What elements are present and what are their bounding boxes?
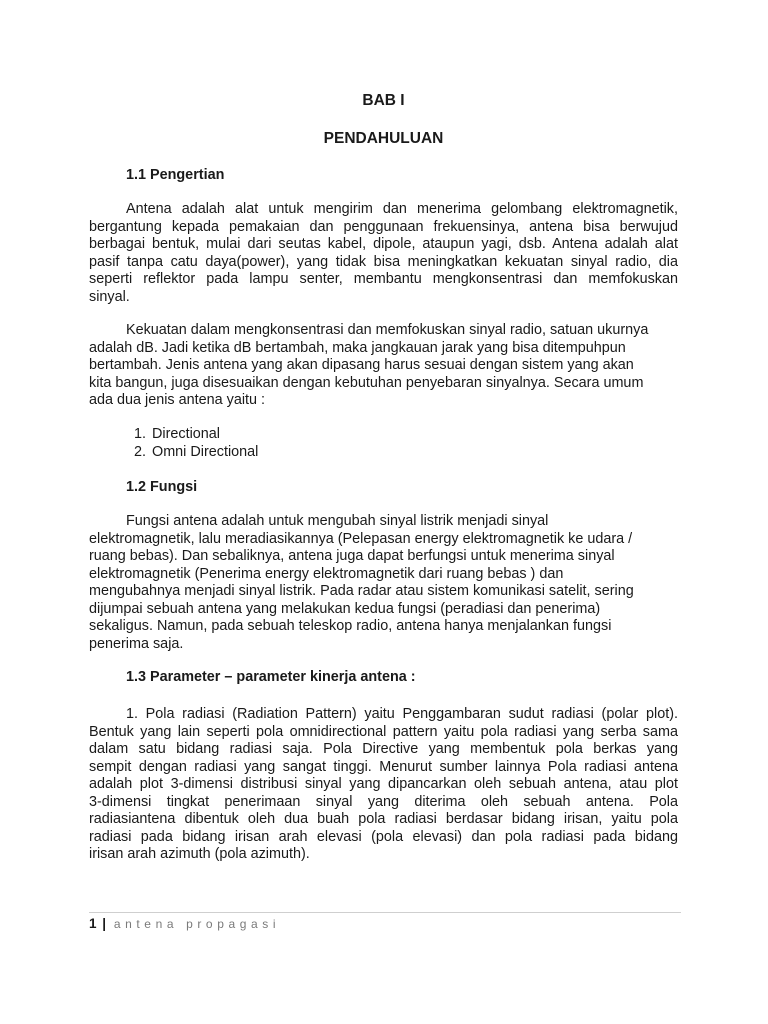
text-line: irisan arah azimuth (pola azimuth). (89, 846, 310, 862)
text-line: Fungsi antena adalah untuk mengubah sinyal listrik menjadi sinyal (126, 513, 549, 529)
text-line: berbagai bentuk, mulai dari seutas kabel, dipole, ataupun yagi, dsb. Antena adalah alat (89, 236, 678, 252)
text-line: mengubahnya menjadi sinyal listrik. Pada radar atau sistem komunikasi satelit, sering (89, 583, 634, 599)
paragraph-1-2 (89, 513, 678, 653)
paragraph-1-1-b (89, 322, 678, 410)
text-line: dijumpai sebuah antena yang melakukan kedua fungsi (peradiasi dan penerima) (89, 600, 601, 617)
text-line: pasif tanpa catu daya(power), yang tidak bisa meningkatkan kekuatan sinyal radio, dia (89, 253, 678, 270)
chapter-title: PENDAHULUAN (323, 130, 444, 147)
section-heading-1-1: 1.1 Pengertian (126, 167, 225, 183)
text-line: adalah plot 3-dimensi distribusi sinyal yang dipancarkan oleh sebuah antena, atau plot (89, 776, 678, 792)
list-item (89, 426, 258, 444)
paragraph-1-1-a (89, 201, 678, 306)
footer-separator: | (102, 916, 107, 931)
paragraph-1-3 (89, 706, 678, 864)
text-line: bergantung kepada pemakaian dan penggunaan frekuensinya, antena bisa berwujud (89, 218, 678, 235)
text-line: sempit dengan radiasi yang sangat tinggi. Menurut sumber lainnya Pola radiasi antena (89, 758, 678, 775)
text-line: adalah dB. Jadi ketika dB bertambah, maka jangkauan jarak yang bisa ditempuhpun (89, 339, 626, 356)
list-text: Omni Directional (152, 443, 259, 460)
text-line: radiasi pada bidang irisan arah elevasi (pola elevasi) dan pola radiasi pada bidang (89, 828, 678, 845)
text-line: elektromagnetik, lalu meradiasikannya (Pelepasan energy elektromagnetik ke udara / (89, 530, 633, 547)
footer-divider (89, 912, 681, 913)
page-footer (89, 915, 280, 934)
section-heading-1-3: 1.3 Parameter – parameter kinerja antena : (126, 669, 416, 685)
list-number: 2. (134, 443, 147, 460)
list-item (89, 444, 258, 462)
section-heading-1-2: 1.2 Fungsi (126, 479, 198, 495)
text-line: elektromagnetik (Penerima energy elektromagnetik dari ruang bebas ) dan (89, 565, 564, 582)
text-line: Bentuk yang lain seperti pola omnidirectional pattern yaitu pola radiasi yang serba sama (89, 723, 678, 740)
text-line: dalam satu bidang radiasi saja. Pola Directive yang membentuk pola berkas yang (89, 741, 678, 757)
text-line: 3-dimensi tingkat penerimaan sinyal yang diterima oleh sebuah antena. Pola (89, 793, 678, 810)
text-line: Antena adalah alat untuk mengirim dan menerima gelombang elektromagnetik, (126, 201, 678, 217)
footer-title: antena propagasi (113, 917, 281, 931)
text-line: kita bangun, juga disesuaikan dengan kebutuhan penyebaran sinyalnya. Secara umum (89, 374, 644, 391)
antenna-type-list (89, 426, 258, 461)
text-line: bertambah. Jenis antena yang akan dipasang harus sesuai dengan sistem yang akan (89, 357, 634, 373)
text-line: seperti reflektor pada lampu senter, membantu mengkonsentrasi dan memfokuskan (89, 271, 678, 287)
text-line: radiasiantena dibentuk oleh dua buah pola radiasi berdasar bidang irisan, yaitu pola (89, 811, 678, 827)
text-line: ruang bebas). Dan sebaliknya, antena juga dapat berfungsi untuk menerima sinyal (89, 548, 615, 564)
text-line: penerima saja. (89, 635, 184, 652)
text-line: sinyal. (89, 288, 130, 305)
text-line: ada dua jenis antena yaitu : (89, 392, 266, 408)
chapter-heading: BAB I (362, 92, 405, 109)
text-line: 1. Pola radiasi (Radiation Pattern) yaitu Penggambaran sudut radiasi (polar plot). (126, 706, 678, 722)
list-number: 1. (134, 426, 147, 442)
text-line: Kekuatan dalam mengkonsentrasi dan memfokuskan sinyal radio, satuan ukurnya (126, 322, 649, 338)
text-line: sekaligus. Namun, pada sebuah teleskop radio, antena hanya menjalankan fungsi (89, 618, 612, 634)
list-text: Directional (152, 426, 220, 442)
page-number: 1 (89, 916, 97, 931)
